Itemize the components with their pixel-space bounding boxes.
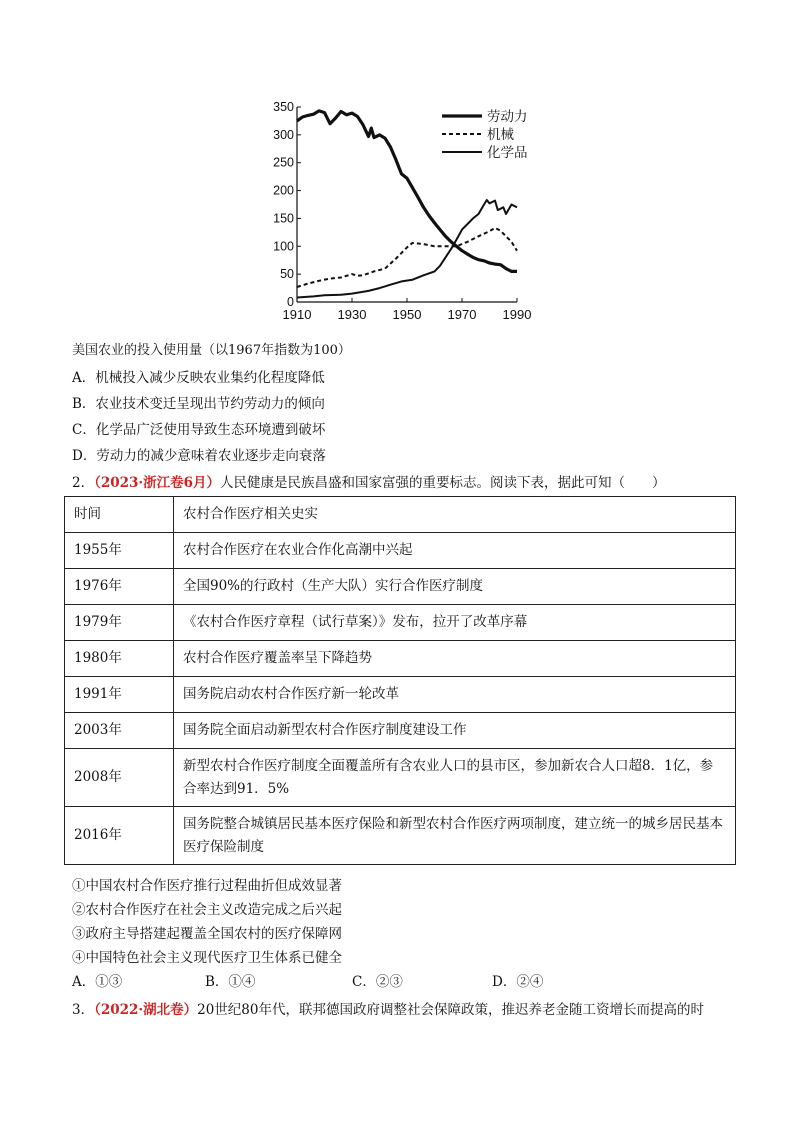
- table-row: [65, 533, 736, 569]
- q2-option-b[interactable]: B．①④: [205, 974, 256, 990]
- table-row: [65, 713, 736, 749]
- q3-number: 3．: [72, 1002, 95, 1018]
- row-year: 1955年: [65, 533, 174, 569]
- y-tick-label: 0: [287, 295, 294, 309]
- series-line-2: [297, 228, 517, 287]
- row-fact: 农村合作医疗在农业合作化高潮中兴起: [174, 533, 736, 569]
- agri-input-line-chart: [270, 92, 550, 332]
- row-year: 1980年: [65, 641, 174, 677]
- row-year: 1979年: [65, 605, 174, 641]
- header-time: 时间: [65, 497, 174, 533]
- legend-label-1: 劳动力: [487, 109, 528, 124]
- q2-stem-line: [72, 471, 666, 491]
- q1-option-a[interactable]: A．机械投入减少反映农业集约化程度降低: [72, 370, 325, 386]
- q2-statement-2: ②农村合作医疗在社会主义改造完成之后兴起: [72, 902, 342, 918]
- row-fact: 农村合作医疗覆盖率呈下降趋势: [174, 641, 736, 677]
- row-year: 2008年: [65, 749, 174, 807]
- y-tick-label: 250: [273, 155, 294, 170]
- q2-stem: 人民健康是民族昌盛和国家富强的重要标志。阅读下表，据此可知（ ）: [220, 475, 666, 491]
- header-facts: 农村合作医疗相关史实: [174, 497, 736, 533]
- row-fact: 国务院整合城镇居民基本医疗保险和新型农村合作医疗两项制度，建立统一的城乡居民基本医疗保险制度: [174, 807, 736, 865]
- row-year: 2016年: [65, 807, 174, 865]
- chart-caption: 美国农业的投入使用量（以1967年指数为100）: [72, 343, 351, 358]
- chart-series: [297, 111, 517, 298]
- row-fact: 国务院启动农村合作医疗新一轮改革: [174, 677, 736, 713]
- x-tick-label: 1970: [447, 307, 477, 322]
- table-row: [65, 605, 736, 641]
- x-tick-label: 1990: [502, 307, 532, 322]
- q3-stem-line: [72, 998, 704, 1018]
- table-header-row: [65, 497, 736, 533]
- q2-source-tag: （2023·浙江卷6月）: [94, 475, 221, 491]
- y-tick-label: 100: [273, 239, 294, 254]
- row-fact: 《农村合作医疗章程（试行草案）》发布，拉开了改革序幕: [174, 605, 736, 641]
- y-tick-label: 200: [273, 183, 294, 198]
- q2-option-a[interactable]: A．①③: [72, 974, 123, 990]
- legend-label-2: 机械: [487, 127, 514, 142]
- x-tick-label: 1950: [392, 307, 422, 322]
- y-tick-label: 150: [273, 211, 294, 226]
- q1-option-c[interactable]: C．化学品广泛使用导致生态环境遭到破坏: [72, 422, 326, 438]
- table-row: [65, 569, 736, 605]
- y-tick-label: 300: [273, 127, 294, 142]
- q3-stem: 20世纪80年代，联邦德国政府调整社会保障政策，推迟养老金随工资增长而提高的时: [197, 1002, 704, 1018]
- row-fact: 国务院全面启动新型农村合作医疗制度建设工作: [174, 713, 736, 749]
- y-tick-label: 50: [280, 267, 294, 282]
- chart-legend: [442, 108, 528, 160]
- table-row: [65, 807, 736, 865]
- row-fact: 新型农村合作医疗制度全面覆盖所有含农业人口的县市区，参加新农合人口超8．1亿，参合率达到91．5%: [174, 749, 736, 807]
- q2-statement-1: ①中国农村合作医疗推行过程曲折但成效显著: [72, 878, 342, 894]
- row-year: 2003年: [65, 713, 174, 749]
- q2-statement-3: ③政府主导搭建起覆盖全国农村的医疗保障网: [72, 926, 342, 942]
- q2-statement-4: ④中国特色社会主义现代医疗卫生体系已健全: [72, 950, 342, 966]
- table-row: [65, 641, 736, 677]
- row-year: 1976年: [65, 569, 174, 605]
- q2-number: 2．: [72, 475, 95, 491]
- y-tick-label: 350: [273, 100, 294, 114]
- q1-option-b[interactable]: B．农业技术变迁呈现出节约劳动力的倾向: [72, 396, 325, 412]
- x-tick-label: 1910: [282, 307, 312, 322]
- x-tick-label: 1930: [337, 307, 367, 322]
- history-table: [64, 496, 736, 865]
- q2-option-d[interactable]: D．②④: [492, 974, 544, 990]
- table-row: [65, 677, 736, 713]
- row-year: 1991年: [65, 677, 174, 713]
- q3-source-tag: （2022·湖北卷）: [94, 1002, 198, 1018]
- q2-option-c[interactable]: C．②③: [352, 974, 403, 990]
- row-fact: 全国90%的行政村（生产大队）实行合作医疗制度: [174, 569, 736, 605]
- legend-label-3: 化学品: [487, 145, 528, 160]
- q1-option-d[interactable]: D．劳动力的减少意味着农业逐步走向衰落: [72, 448, 326, 464]
- table-row: [65, 749, 736, 807]
